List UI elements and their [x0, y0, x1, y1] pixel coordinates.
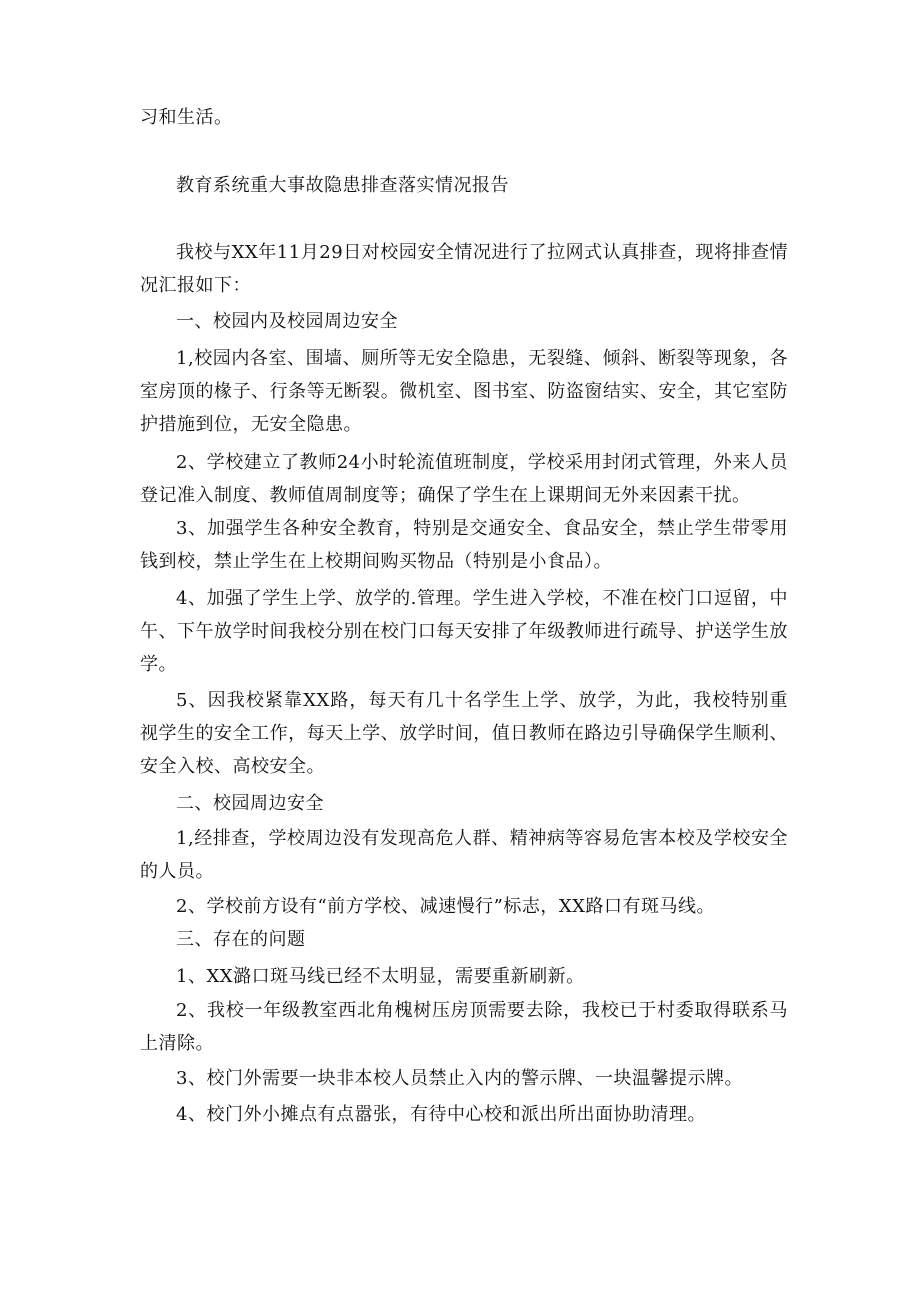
section-1-item-4: 4、加强了学生上学、放学的.管理。学生进入学校，不准在校门口逗留，中午、下午放学时间我校分别在校门口每天安排了年级教师进行疏导、护送学生放学。 — [140, 588, 788, 675]
continuation-text: 习和生活。 — [140, 107, 233, 128]
section-3-item-2: 2、我校一年级教室西北角槐树压房顶需要去除，我校已于村委取得联系马上清除。 — [140, 1000, 788, 1054]
section-2-item-2: 2、学校前方设有“前方学校、减速慢行”标志，XX路口有斑马线。 — [176, 896, 715, 917]
intro-paragraph: 我校与XX年11月29日对校园安全情况进行了拉网式认真排查，现将排查情况汇报如下： — [140, 242, 788, 296]
section-3-item-3: 3、校门外需要一块非本校人员禁止入内的警示牌、一块温馨提示牌。 — [176, 1068, 743, 1089]
document-title: 教育系统重大事故隐患排查落实情况报告 — [176, 175, 509, 196]
section-3-item-1: 1、XX潞口斑马线已经不太明显，需要重新刷新。 — [176, 966, 585, 987]
section-1-item-2: 2、学校建立了教师24小时轮流值班制度，学校采用封闭式管理，外来人员登记准入制度、教师值周制度等；确保了学生在上课期间无外来因素干扰。 — [140, 452, 788, 506]
section-2-item-1: 1,经排查，学校周边没有发现高危人群、精神病等容易危害本校及学校安全的人员。 — [140, 828, 788, 882]
section-1-item-5: 5、因我校紧靠XX路，每天有几十名学生上学、放学，为此，我校特别重视学生的安全工作，每天上学、放学时间，值日教师在路边引导确保学生顺利、安全入校、高校安全。 — [140, 690, 788, 777]
section-3-heading: 三、存在的问题 — [176, 929, 306, 950]
section-1-item-3: 3、加强学生各种安全教育，特别是交通安全、食品安全，禁止学生带零用钱到校，禁止学生在上校期间购买物品（特别是小食品）。 — [140, 518, 788, 572]
section-1-item-1: 1,校园内各室、围墙、厕所等无安全隐患，无裂缝、倾斜、断裂等现象，各室房顶的椽子、行条等无断裂。微机室、图书室、防盗窗结实、安全，其它室防护措施到位，无安全隐患。 — [140, 348, 788, 435]
section-2-heading: 二、校园周边安全 — [176, 793, 324, 814]
section-3-item-4: 4、校门外小摊点有点嚣张，有待中心校和派出所出面协助清理。 — [176, 1104, 706, 1125]
section-1-heading: 一、校园内及校园周边安全 — [176, 311, 398, 332]
